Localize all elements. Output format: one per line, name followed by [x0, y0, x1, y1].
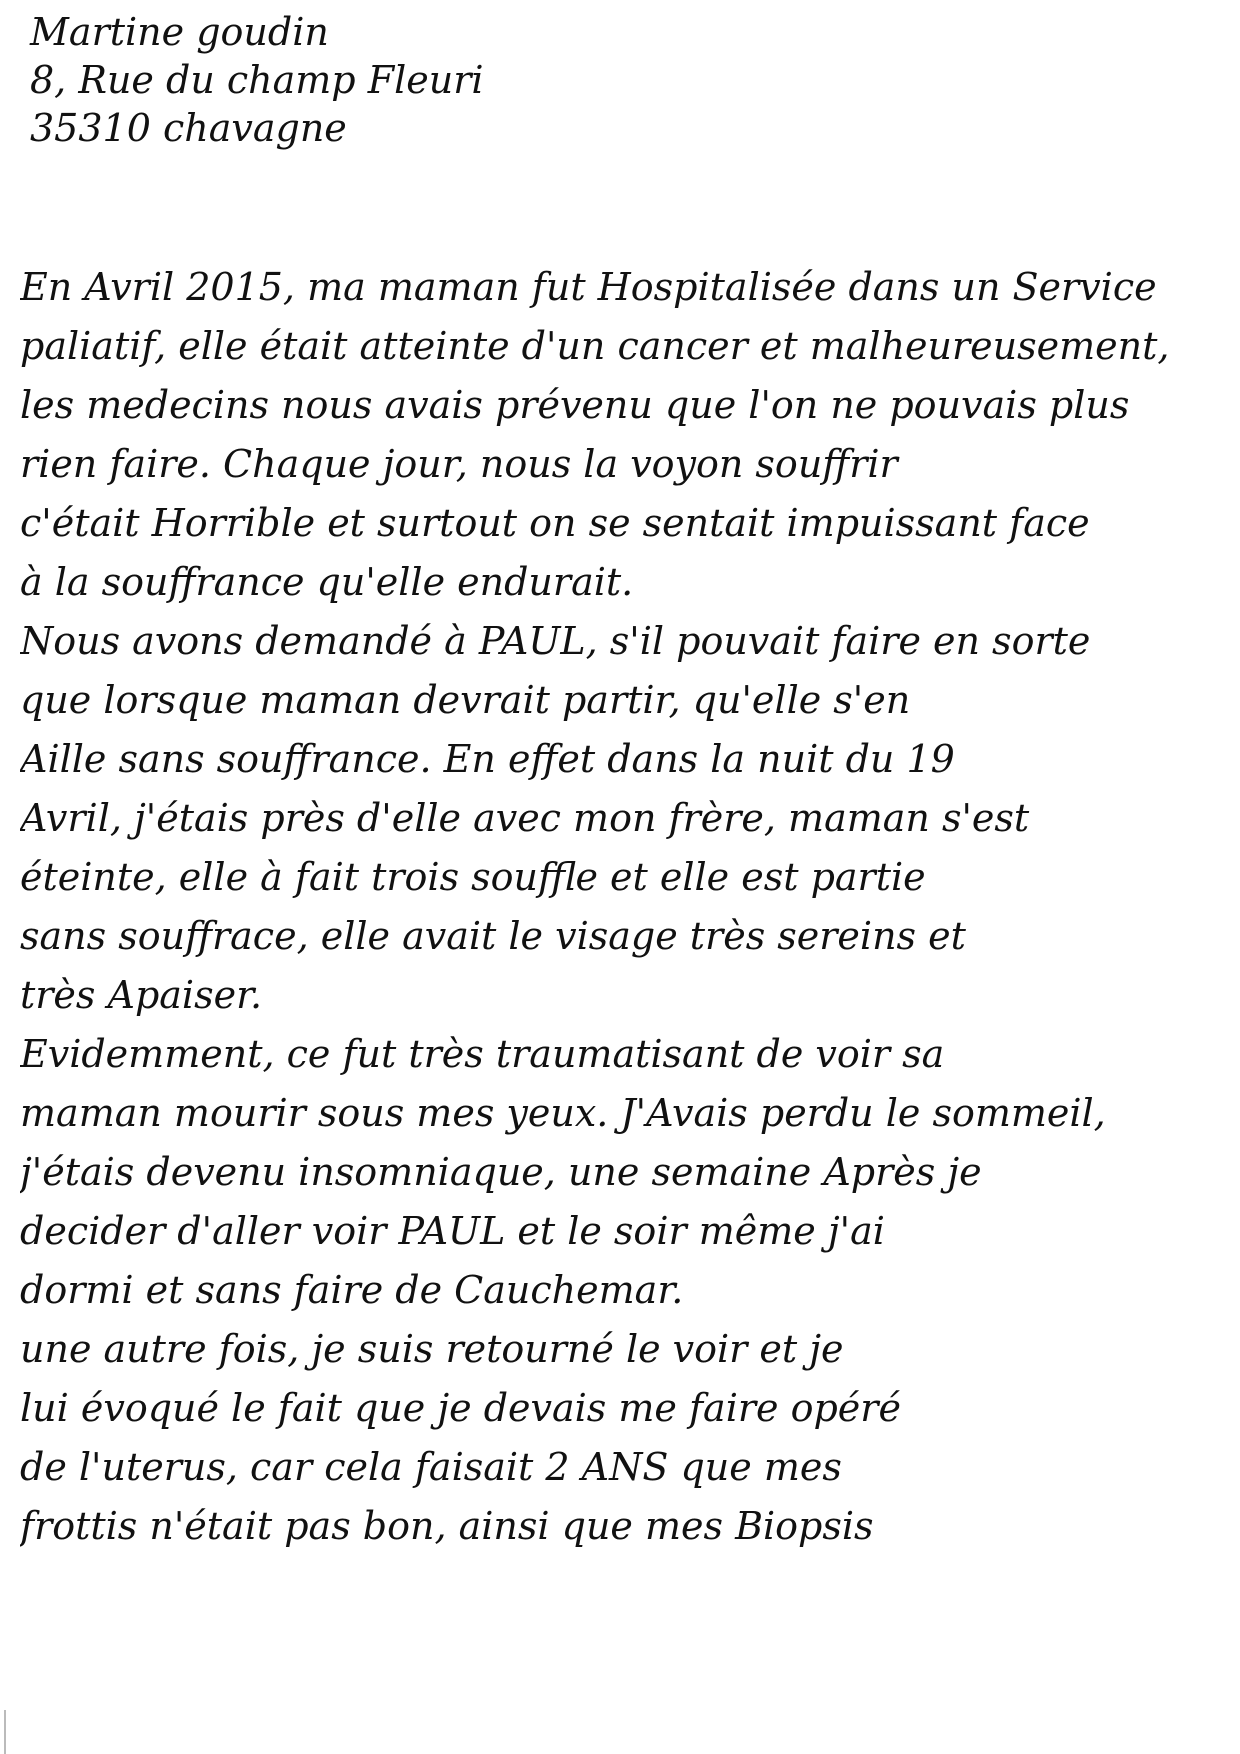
letter-line: à la souffrance qu'elle endurait.: [20, 560, 634, 604]
letter-line: j'étais devenu insomniaque, une semaine Après je: [20, 1150, 982, 1194]
letter-line: maman mourir sous mes yeux. J'Avais perdu le sommeil,: [20, 1091, 1106, 1135]
letter-line: c'était Horrible et surtout on se sentait impuissant face: [20, 501, 1090, 545]
sender-city: 35310 chavagne: [30, 106, 347, 150]
letter-line: de l'uterus, car cela faisait 2 ANS que mes: [20, 1445, 842, 1489]
letter-line: Avril, j'étais près d'elle avec mon frère, maman s'est: [20, 796, 1030, 840]
letter-line: lui évoqué le fait que je devais me faire opéré: [20, 1386, 901, 1430]
letter-line: une autre fois, je suis retourné le voir et je: [20, 1327, 844, 1371]
letter-line: En Avril 2015, ma maman fut Hospitalisée dans un Service: [20, 265, 1157, 309]
letter-line: Nous avons demandé à PAUL, s'il pouvait faire en sorte: [20, 619, 1091, 663]
sender-name: Martine goudin: [30, 10, 329, 54]
letter-line: rien faire. Chaque jour, nous la voyon souffrir: [20, 442, 898, 486]
letter-line: frottis n'était pas bon, ainsi que mes Biopsis: [20, 1504, 874, 1548]
letter-line: Evidemment, ce fut très traumatisant de voir sa: [20, 1032, 945, 1076]
letter-line: Aille sans souffrance. En effet dans la nuit du 19: [20, 737, 955, 781]
letter-line: les medecins nous avais prévenu que l'on ne pouvais plus: [20, 383, 1130, 427]
sender-address: [30, 8, 484, 152]
letter-line: paliatif, elle était atteinte d'un cancer et malheureusement,: [20, 324, 1170, 368]
letter-line: dormi et sans faire de Cauchemar.: [20, 1268, 684, 1312]
letter-line: decider d'aller voir PAUL et le soir même j'ai: [20, 1209, 885, 1253]
letter-line: très Apaiser.: [20, 973, 263, 1017]
letter-line: éteinte, elle à fait trois souffle et elle est partie: [20, 855, 926, 899]
letter-body: [20, 258, 1210, 1556]
sender-street: 8, Rue du champ Fleuri: [30, 58, 484, 102]
scan-edge-mark: [4, 1710, 6, 1754]
letter-line: sans souffrace, elle avait le visage très sereins et: [20, 914, 966, 958]
letter-line: que lorsque maman devrait partir, qu'elle s'en: [20, 678, 911, 722]
